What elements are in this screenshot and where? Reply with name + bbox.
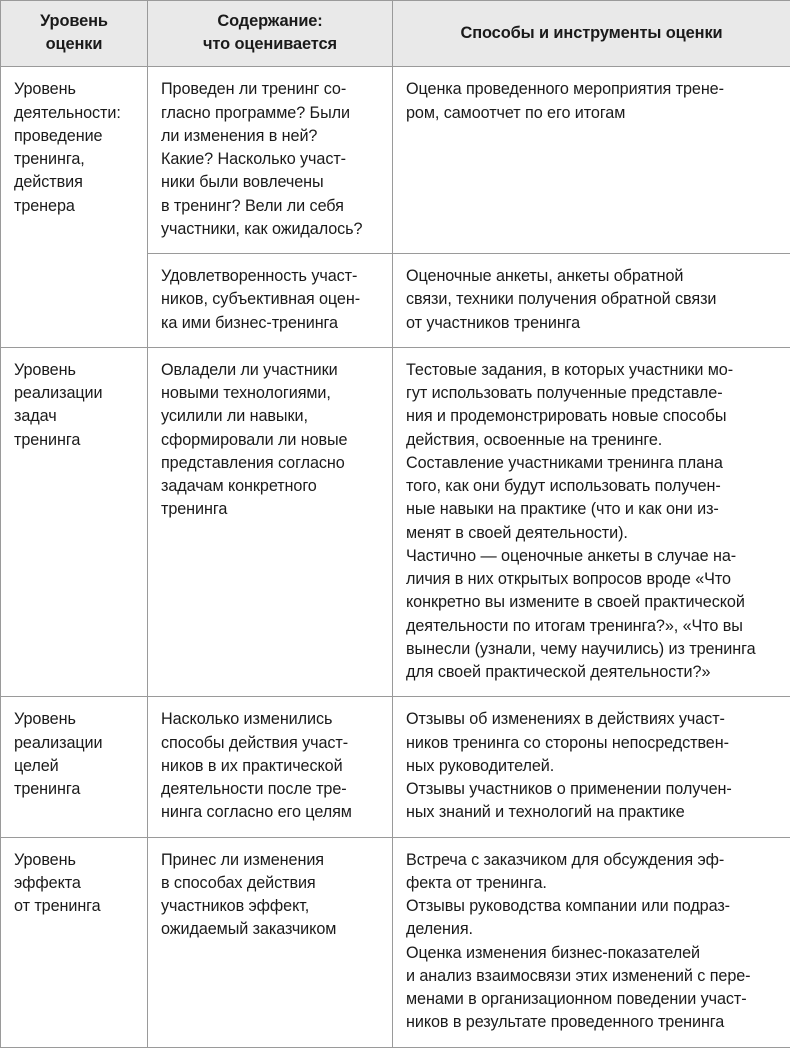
- content-line: Какие? Насколько участ-: [161, 150, 346, 168]
- methods-line: Встреча с заказчиком для обсуждения эф-: [406, 851, 724, 869]
- table-header: [1, 1, 790, 67]
- level-line: реализации: [14, 734, 102, 752]
- methods-line: и анализ взаимосвязи этих изменений с пере-: [406, 967, 750, 985]
- level-line: от тренинга: [14, 897, 101, 915]
- content-line: задачам конкретного: [161, 477, 317, 495]
- table-row: [1, 697, 790, 837]
- content-line: ожидаемый заказчиком: [161, 920, 336, 938]
- content-line: Проведен ли тренинг со-: [161, 80, 346, 98]
- methods-line: Оценочные анкеты, анкеты обратной: [406, 267, 683, 285]
- level-cell: [1, 697, 148, 837]
- level-line: Уровень: [14, 80, 76, 98]
- level-line: реализации: [14, 384, 102, 402]
- level-line: тренинга,: [14, 150, 85, 168]
- methods-line: Тестовые задания, в которых участники мо-: [406, 361, 733, 379]
- content-line: сформировали ли новые: [161, 431, 347, 449]
- column-header-level-line-2: оценки: [46, 35, 103, 53]
- content-line: тренинга: [161, 500, 227, 518]
- content-cell: [148, 67, 393, 254]
- content-line: в тренинг? Вели ли себя: [161, 197, 344, 215]
- content-cell: [148, 254, 393, 348]
- level-line: тренинга: [14, 780, 80, 798]
- methods-line: Частично — оценочные анкеты в случае на-: [406, 547, 736, 565]
- content-line: ников, субъективная оцен-: [161, 290, 360, 308]
- methods-line: от участников тренинга: [406, 314, 580, 332]
- level-line: задач: [14, 407, 57, 425]
- level-cell: [1, 837, 148, 1047]
- methods-cell: [393, 254, 790, 348]
- methods-line: деления.: [406, 920, 473, 938]
- methods-line: гут использовать полученные представле-: [406, 384, 723, 402]
- methods-line: Отзывы участников о применении получен-: [406, 780, 732, 798]
- column-header-content: [148, 1, 393, 67]
- level-line: Уровень: [14, 851, 76, 869]
- content-line: нинга согласно его целям: [161, 803, 352, 821]
- column-header-content-line-2: что оценивается: [203, 35, 337, 53]
- level-line: Уровень: [14, 361, 76, 379]
- content-line: Насколько изменились: [161, 710, 332, 728]
- content-cell: [148, 837, 393, 1047]
- content-line: Удовлетворенность участ-: [161, 267, 357, 285]
- level-cell: [1, 67, 148, 348]
- methods-cell: [393, 697, 790, 837]
- table-row: [1, 347, 790, 697]
- content-line: участников эффект,: [161, 897, 309, 915]
- methods-line: Оценка изменения бизнес-показателей: [406, 944, 700, 962]
- content-cell: [148, 347, 393, 697]
- table-body: [1, 67, 790, 1047]
- column-header-level-line-1: Уровень: [40, 12, 108, 30]
- content-line: новыми технологиями,: [161, 384, 331, 402]
- methods-line: того, как они будут использовать получен-: [406, 477, 721, 495]
- level-line: целей: [14, 757, 59, 775]
- content-line: усилили ли навыки,: [161, 407, 308, 425]
- content-line: деятельности после тре-: [161, 780, 347, 798]
- methods-line: Оценка проведенного мероприятия трене-: [406, 80, 724, 98]
- methods-line: менят в своей деятельности).: [406, 524, 628, 542]
- methods-line: ников тренинга со стороны непосредствен-: [406, 734, 729, 752]
- methods-cell: [393, 837, 790, 1047]
- content-line: ка ими бизнес-тренинга: [161, 314, 338, 332]
- methods-line: Отзывы об изменениях в действиях участ-: [406, 710, 725, 728]
- column-header-level: [1, 1, 148, 67]
- content-cell: [148, 697, 393, 837]
- content-line: ли изменения в ней?: [161, 127, 317, 145]
- content-line: в способах действия: [161, 874, 316, 892]
- column-header-methods: [393, 1, 790, 67]
- methods-line: связи, техники получения обратной связи: [406, 290, 716, 308]
- content-line: Овладели ли участники: [161, 361, 338, 379]
- methods-line: Отзывы руководства компании или подраз-: [406, 897, 730, 915]
- methods-line: деятельности по итогам тренинга?», «Что вы: [406, 617, 743, 635]
- methods-line: менами в организационном поведении участ-: [406, 990, 747, 1008]
- methods-line: ром, самоотчет по его итогам: [406, 104, 625, 122]
- content-line: участники, как ожидалось?: [161, 220, 362, 238]
- methods-line: ников в результате проведенного тренинга: [406, 1013, 724, 1031]
- methods-line: конкретно вы измените в своей практической: [406, 593, 745, 611]
- level-line: деятельности:: [14, 104, 121, 122]
- methods-line: ных знаний и технологий на практике: [406, 803, 685, 821]
- content-line: Принес ли изменения: [161, 851, 324, 869]
- content-line: ников в их практической: [161, 757, 343, 775]
- methods-line: Составление участниками тренинга плана: [406, 454, 723, 472]
- methods-cell: [393, 67, 790, 254]
- content-line: представления согласно: [161, 454, 345, 472]
- methods-line: личия в них открытых вопросов вроде «Что: [406, 570, 731, 588]
- level-cell: [1, 347, 148, 697]
- content-line: гласно программе? Были: [161, 104, 350, 122]
- level-line: действия: [14, 173, 83, 191]
- table-row: [1, 67, 790, 254]
- methods-line: ных руководителей.: [406, 757, 554, 775]
- table-header-row: [1, 1, 790, 67]
- level-line: тренинга: [14, 431, 80, 449]
- methods-line: вынесли (узнали, чему научились) из тренинга: [406, 640, 756, 658]
- methods-line: действия, освоенные на тренинге.: [406, 431, 662, 449]
- table-row: [1, 837, 790, 1047]
- methods-line: ные навыки на практике (что и как они из-: [406, 500, 719, 518]
- level-line: тренера: [14, 197, 75, 215]
- level-line: проведение: [14, 127, 102, 145]
- methods-line: фекта от тренинга.: [406, 874, 547, 892]
- level-line: Уровень: [14, 710, 76, 728]
- content-line: ники были вовлечены: [161, 173, 324, 191]
- level-line: эффекта: [14, 874, 81, 892]
- column-header-content-line-1: Содержание:: [217, 12, 322, 30]
- methods-line: для своей практической деятельности?»: [406, 663, 710, 681]
- methods-cell: [393, 347, 790, 697]
- methods-line: ния и продемонстрировать новые способы: [406, 407, 726, 425]
- column-header-methods-line-1: Способы и инструменты оценки: [460, 24, 722, 42]
- content-line: способы действия участ-: [161, 734, 348, 752]
